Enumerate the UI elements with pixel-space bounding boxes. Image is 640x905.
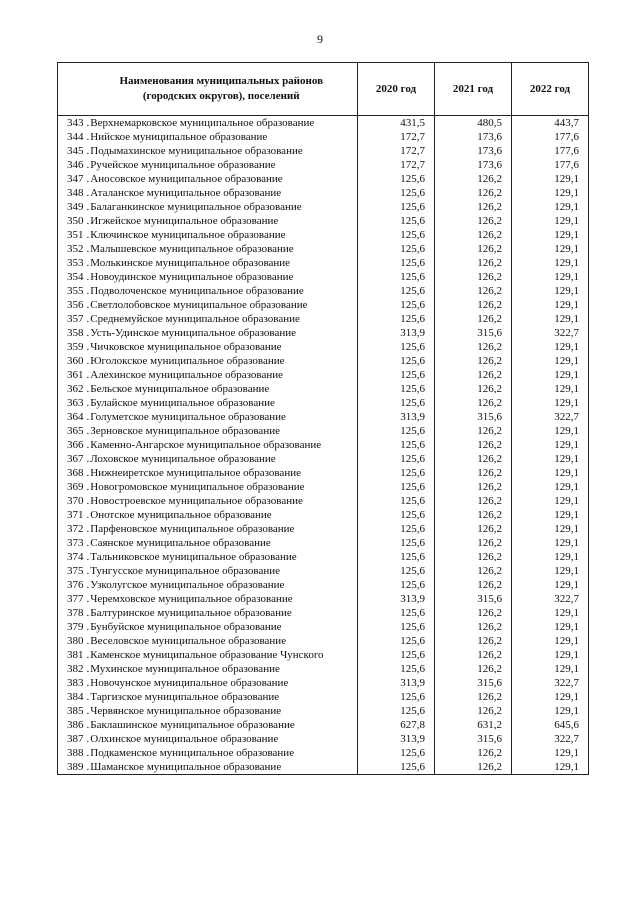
- value-2022: 129,1: [512, 340, 589, 354]
- table-row: [58, 200, 589, 214]
- value-2020: 125,6: [358, 200, 435, 214]
- row-name: . Аносовское муниципальное образование: [86, 172, 358, 186]
- row-name: . Молькинское муниципальное образование: [86, 256, 358, 270]
- row-number: 372: [58, 522, 86, 536]
- row-number: 375: [58, 564, 86, 578]
- value-2022: 129,1: [512, 508, 589, 522]
- row-number: 376: [58, 578, 86, 592]
- row-number: 356: [58, 298, 86, 312]
- value-2021: 315,6: [435, 326, 512, 340]
- row-name: . Узколугское муниципальное образование: [86, 578, 358, 592]
- row-name: . Каменское муниципальное образование Чунского: [86, 648, 358, 662]
- table-row: [58, 760, 589, 775]
- value-2020: 313,9: [358, 410, 435, 424]
- value-2021: 126,2: [435, 382, 512, 396]
- value-2021: 126,2: [435, 186, 512, 200]
- table-row: [58, 550, 589, 564]
- table-row: [58, 382, 589, 396]
- table-row: [58, 410, 589, 424]
- header-2021: 2021 год: [435, 63, 512, 116]
- table-row: [58, 606, 589, 620]
- value-2021: 126,2: [435, 340, 512, 354]
- value-2022: 129,1: [512, 438, 589, 452]
- header-name-line2: (городских округов), поселений: [142, 90, 300, 102]
- value-2021: 126,2: [435, 256, 512, 270]
- value-2020: 125,6: [358, 760, 435, 775]
- header-row: [58, 63, 589, 116]
- value-2022: 129,1: [512, 242, 589, 256]
- value-2020: 125,6: [358, 564, 435, 578]
- table-row: [58, 634, 589, 648]
- table-row: [58, 312, 589, 326]
- table-row: [58, 438, 589, 452]
- value-2022: 129,1: [512, 760, 589, 775]
- value-2020: 125,6: [358, 690, 435, 704]
- value-2020: 431,5: [358, 116, 435, 131]
- table-row: [58, 662, 589, 676]
- table-row: [58, 396, 589, 410]
- header-2020: 2020 год: [358, 63, 435, 116]
- value-2022: 129,1: [512, 270, 589, 284]
- value-2021: 126,2: [435, 620, 512, 634]
- value-2022: 177,6: [512, 158, 589, 172]
- row-name: . Булайское муниципальное образование: [86, 396, 358, 410]
- value-2022: 129,1: [512, 200, 589, 214]
- row-name: . Зерновское муниципальное образование: [86, 424, 358, 438]
- value-2021: 126,2: [435, 690, 512, 704]
- value-2021: 126,2: [435, 466, 512, 480]
- row-name: . Усть-Удинское муниципальное образование: [86, 326, 358, 340]
- table-row: [58, 452, 589, 466]
- value-2022: 129,1: [512, 452, 589, 466]
- value-2020: 125,6: [358, 578, 435, 592]
- value-2022: 129,1: [512, 606, 589, 620]
- table-row: [58, 466, 589, 480]
- value-2020: 125,6: [358, 452, 435, 466]
- value-2020: 313,9: [358, 732, 435, 746]
- table-row: [58, 494, 589, 508]
- table-row: [58, 620, 589, 634]
- value-2020: 125,6: [358, 662, 435, 676]
- table-row: [58, 424, 589, 438]
- value-2020: 125,6: [358, 522, 435, 536]
- value-2021: 315,6: [435, 410, 512, 424]
- row-name: . Среднемуйское муниципальное образование: [86, 312, 358, 326]
- value-2020: 125,6: [358, 312, 435, 326]
- row-number: 381: [58, 648, 86, 662]
- row-name: . Балаганкинское муниципальное образование: [86, 200, 358, 214]
- row-number: 385: [58, 704, 86, 718]
- row-number: 366: [58, 438, 86, 452]
- table-row: [58, 270, 589, 284]
- table-row: [58, 704, 589, 718]
- value-2021: 126,2: [435, 746, 512, 760]
- row-number: 345: [58, 144, 86, 158]
- table-row: [58, 228, 589, 242]
- row-number: 358: [58, 326, 86, 340]
- value-2021: 126,2: [435, 634, 512, 648]
- value-2020: 125,6: [358, 620, 435, 634]
- value-2020: 125,6: [358, 354, 435, 368]
- row-name: . Верхнемарковское муниципальное образование: [86, 116, 358, 131]
- row-number: 353: [58, 256, 86, 270]
- value-2020: 627,8: [358, 718, 435, 732]
- row-number: 373: [58, 536, 86, 550]
- table-row: [58, 172, 589, 186]
- value-2022: 129,1: [512, 368, 589, 382]
- row-name: . Голуметское муниципальное образование: [86, 410, 358, 424]
- value-2022: 129,1: [512, 690, 589, 704]
- table-row: [58, 522, 589, 536]
- table-row: [58, 354, 589, 368]
- value-2020: 125,6: [358, 340, 435, 354]
- row-number: 378: [58, 606, 86, 620]
- row-number: 360: [58, 354, 86, 368]
- header-2022: 2022 год: [512, 63, 589, 116]
- value-2021: 126,2: [435, 368, 512, 382]
- row-number: 374: [58, 550, 86, 564]
- row-number: 361: [58, 368, 86, 382]
- value-2022: 177,6: [512, 144, 589, 158]
- value-2021: 126,2: [435, 536, 512, 550]
- value-2022: 129,1: [512, 536, 589, 550]
- value-2021: 126,2: [435, 662, 512, 676]
- value-2020: 125,6: [358, 550, 435, 564]
- value-2021: 126,2: [435, 494, 512, 508]
- row-number: 344: [58, 130, 86, 144]
- value-2020: 125,6: [358, 424, 435, 438]
- value-2021: 126,2: [435, 648, 512, 662]
- value-2020: 125,6: [358, 270, 435, 284]
- row-number: 364: [58, 410, 86, 424]
- value-2022: 322,7: [512, 732, 589, 746]
- row-name: . Черемховское муниципальное образование: [86, 592, 358, 606]
- table-row: [58, 592, 589, 606]
- value-2022: 129,1: [512, 564, 589, 578]
- value-2022: 129,1: [512, 648, 589, 662]
- value-2020: 125,6: [358, 648, 435, 662]
- row-name: . Балтуринское муниципальное образование: [86, 606, 358, 620]
- row-number: 350: [58, 214, 86, 228]
- row-number: 377: [58, 592, 86, 606]
- value-2021: 173,6: [435, 144, 512, 158]
- value-2020: 125,6: [358, 242, 435, 256]
- row-number: 370: [58, 494, 86, 508]
- value-2021: 315,6: [435, 592, 512, 606]
- value-2022: 129,1: [512, 480, 589, 494]
- row-number: 367: [58, 452, 86, 466]
- value-2022: 322,7: [512, 592, 589, 606]
- value-2020: 313,9: [358, 592, 435, 606]
- value-2021: 126,2: [435, 522, 512, 536]
- header-number-cell: [58, 63, 86, 116]
- value-2022: 177,6: [512, 130, 589, 144]
- value-2020: 313,9: [358, 676, 435, 690]
- value-2020: 125,6: [358, 634, 435, 648]
- table-row: [58, 648, 589, 662]
- value-2021: 126,2: [435, 424, 512, 438]
- row-name: . Малышевское муниципальное образование: [86, 242, 358, 256]
- row-name: . Тунгусское муниципальное образование: [86, 564, 358, 578]
- row-name: . Алехинское муниципальное образование: [86, 368, 358, 382]
- value-2020: 125,6: [358, 746, 435, 760]
- row-number: 359: [58, 340, 86, 354]
- table-row: [58, 746, 589, 760]
- table-row: [58, 326, 589, 340]
- value-2022: 129,1: [512, 494, 589, 508]
- row-name: . Нижнеиретское муниципальное образование: [86, 466, 358, 480]
- row-name: . Баклашинское муниципальное образование: [86, 718, 358, 732]
- value-2020: 125,6: [358, 228, 435, 242]
- row-name: . Тальниковское муниципальное образование: [86, 550, 358, 564]
- table-row: [58, 732, 589, 746]
- value-2021: 126,2: [435, 452, 512, 466]
- row-name: . Игжейское муниципальное образование: [86, 214, 358, 228]
- value-2021: 126,2: [435, 438, 512, 452]
- row-name: . Шаманское муниципальное образование: [86, 760, 358, 775]
- row-name: . Каменно-Ангарское муниципальное образование: [86, 438, 358, 452]
- value-2022: 129,1: [512, 382, 589, 396]
- table-row: [58, 144, 589, 158]
- header-name-cell: [86, 63, 358, 116]
- value-2021: 126,2: [435, 214, 512, 228]
- value-2021: 126,2: [435, 312, 512, 326]
- value-2020: 125,6: [358, 186, 435, 200]
- row-name: . Подкаменское муниципальное образование: [86, 746, 358, 760]
- value-2022: 645,6: [512, 718, 589, 732]
- value-2020: 125,6: [358, 298, 435, 312]
- value-2022: 322,7: [512, 326, 589, 340]
- row-number: 388: [58, 746, 86, 760]
- value-2022: 322,7: [512, 676, 589, 690]
- row-number: 347: [58, 172, 86, 186]
- value-2022: 129,1: [512, 620, 589, 634]
- row-number: 380: [58, 634, 86, 648]
- table-row: [58, 676, 589, 690]
- value-2020: 172,7: [358, 144, 435, 158]
- row-name: . Подымахинское муниципальное образование: [86, 144, 358, 158]
- row-number: 382: [58, 662, 86, 676]
- row-name: . Парфеновское муниципальное образование: [86, 522, 358, 536]
- value-2021: 126,2: [435, 760, 512, 775]
- value-2021: 126,2: [435, 606, 512, 620]
- header-name-line1: Наименования муниципальных районов: [119, 75, 324, 87]
- row-number: 354: [58, 270, 86, 284]
- row-number: 363: [58, 396, 86, 410]
- page-number: 9: [317, 32, 323, 46]
- table-row: [58, 256, 589, 270]
- value-2021: 126,2: [435, 480, 512, 494]
- table-row: [58, 340, 589, 354]
- value-2020: 125,6: [358, 494, 435, 508]
- table-row: [58, 578, 589, 592]
- row-name: . Ключинское муниципальное образование: [86, 228, 358, 242]
- value-2020: 125,6: [358, 704, 435, 718]
- value-2020: 125,6: [358, 396, 435, 410]
- table-row: [58, 368, 589, 382]
- row-name: . Ручейское муниципальное образование: [86, 158, 358, 172]
- row-number: 371: [58, 508, 86, 522]
- value-2022: 129,1: [512, 424, 589, 438]
- row-number: 369: [58, 480, 86, 494]
- value-2022: 129,1: [512, 298, 589, 312]
- table-row: [58, 214, 589, 228]
- row-number: 348: [58, 186, 86, 200]
- row-number: 346: [58, 158, 86, 172]
- value-2020: 125,6: [358, 438, 435, 452]
- row-name: . Бунбуйское муниципальное образование: [86, 620, 358, 634]
- row-number: 355: [58, 284, 86, 298]
- table-row: [58, 564, 589, 578]
- value-2020: 125,6: [358, 508, 435, 522]
- value-2021: 126,2: [435, 284, 512, 298]
- row-name: . Веселовское муниципальное образование: [86, 634, 358, 648]
- row-name: . Подволоченское муниципальное образование: [86, 284, 358, 298]
- row-number: 349: [58, 200, 86, 214]
- table-row: [58, 508, 589, 522]
- table-row: [58, 298, 589, 312]
- row-number: 357: [58, 312, 86, 326]
- value-2022: 129,1: [512, 214, 589, 228]
- row-name: . Новостроевское муниципальное образование: [86, 494, 358, 508]
- value-2020: 125,6: [358, 172, 435, 186]
- row-name: . Чичковское муниципальное образование: [86, 340, 358, 354]
- value-2021: 126,2: [435, 228, 512, 242]
- value-2021: 631,2: [435, 718, 512, 732]
- value-2021: 126,2: [435, 550, 512, 564]
- value-2020: 125,6: [358, 284, 435, 298]
- value-2020: 172,7: [358, 158, 435, 172]
- value-2022: 129,1: [512, 186, 589, 200]
- value-2021: 126,2: [435, 200, 512, 214]
- value-2021: 315,6: [435, 676, 512, 690]
- value-2021: 480,5: [435, 116, 512, 131]
- table-row: [58, 116, 589, 131]
- value-2020: 125,6: [358, 606, 435, 620]
- value-2022: 129,1: [512, 578, 589, 592]
- row-number: 384: [58, 690, 86, 704]
- table-row: [58, 158, 589, 172]
- value-2022: 129,1: [512, 172, 589, 186]
- value-2021: 126,2: [435, 564, 512, 578]
- value-2022: 129,1: [512, 396, 589, 410]
- value-2022: 322,7: [512, 410, 589, 424]
- table-row: [58, 284, 589, 298]
- row-number: 343: [58, 116, 86, 131]
- table-row: [58, 690, 589, 704]
- row-number: 386: [58, 718, 86, 732]
- value-2021: 173,6: [435, 130, 512, 144]
- row-number: 387: [58, 732, 86, 746]
- budget-table: [57, 62, 589, 775]
- row-number: 365: [58, 424, 86, 438]
- row-name: . Мухинское муниципальное образование: [86, 662, 358, 676]
- value-2022: 129,1: [512, 228, 589, 242]
- value-2022: 129,1: [512, 284, 589, 298]
- row-name: . Юголокское муниципальное образование: [86, 354, 358, 368]
- value-2021: 126,2: [435, 578, 512, 592]
- row-name: . Новоудинское муниципальное образование: [86, 270, 358, 284]
- row-number: 352: [58, 242, 86, 256]
- table-row: [58, 536, 589, 550]
- row-name: . Таргизское муниципальное образование: [86, 690, 358, 704]
- row-number: 368: [58, 466, 86, 480]
- value-2021: 126,2: [435, 270, 512, 284]
- value-2021: 126,2: [435, 704, 512, 718]
- value-2021: 126,2: [435, 396, 512, 410]
- value-2020: 172,7: [358, 130, 435, 144]
- value-2020: 125,6: [358, 256, 435, 270]
- row-name: . Бельское муниципальное образование: [86, 382, 358, 396]
- value-2022: 129,1: [512, 746, 589, 760]
- table-row: [58, 186, 589, 200]
- value-2022: 443,7: [512, 116, 589, 131]
- value-2020: 125,6: [358, 382, 435, 396]
- value-2020: 125,6: [358, 480, 435, 494]
- value-2022: 129,1: [512, 466, 589, 480]
- value-2021: 126,2: [435, 298, 512, 312]
- row-name: . Светлолобовское муниципальное образование: [86, 298, 358, 312]
- value-2022: 129,1: [512, 662, 589, 676]
- value-2020: 125,6: [358, 368, 435, 382]
- value-2021: 126,2: [435, 242, 512, 256]
- value-2022: 129,1: [512, 634, 589, 648]
- row-number: 379: [58, 620, 86, 634]
- row-name: . Новочунское муниципальное образование: [86, 676, 358, 690]
- row-name: . Лоховское муниципальное образование: [86, 452, 358, 466]
- value-2022: 129,1: [512, 522, 589, 536]
- value-2020: 313,9: [358, 326, 435, 340]
- row-name: . Олхинское муниципальное образование: [86, 732, 358, 746]
- table-header: [58, 63, 589, 116]
- row-name: . Червянское муниципальное образование: [86, 704, 358, 718]
- value-2021: 126,2: [435, 354, 512, 368]
- table-row: [58, 718, 589, 732]
- value-2020: 125,6: [358, 536, 435, 550]
- value-2020: 125,6: [358, 214, 435, 228]
- value-2022: 129,1: [512, 354, 589, 368]
- row-name: . Саянское муниципальное образование: [86, 536, 358, 550]
- table-row: [58, 480, 589, 494]
- table-row: [58, 242, 589, 256]
- value-2022: 129,1: [512, 312, 589, 326]
- table-body: [58, 116, 589, 775]
- value-2020: 125,6: [358, 466, 435, 480]
- row-number: 389: [58, 760, 86, 775]
- value-2021: 173,6: [435, 158, 512, 172]
- row-name: . Онотское муниципальное образование: [86, 508, 358, 522]
- row-number: 351: [58, 228, 86, 242]
- row-number: 383: [58, 676, 86, 690]
- table-row: [58, 130, 589, 144]
- value-2022: 129,1: [512, 550, 589, 564]
- value-2022: 129,1: [512, 704, 589, 718]
- value-2021: 126,2: [435, 172, 512, 186]
- value-2021: 315,6: [435, 732, 512, 746]
- value-2022: 129,1: [512, 256, 589, 270]
- row-name: . Нийское муниципальное образование: [86, 130, 358, 144]
- row-name: . Аталанское муниципальное образование: [86, 186, 358, 200]
- row-number: 362: [58, 382, 86, 396]
- value-2021: 126,2: [435, 508, 512, 522]
- row-name: . Новогромовское муниципальное образование: [86, 480, 358, 494]
